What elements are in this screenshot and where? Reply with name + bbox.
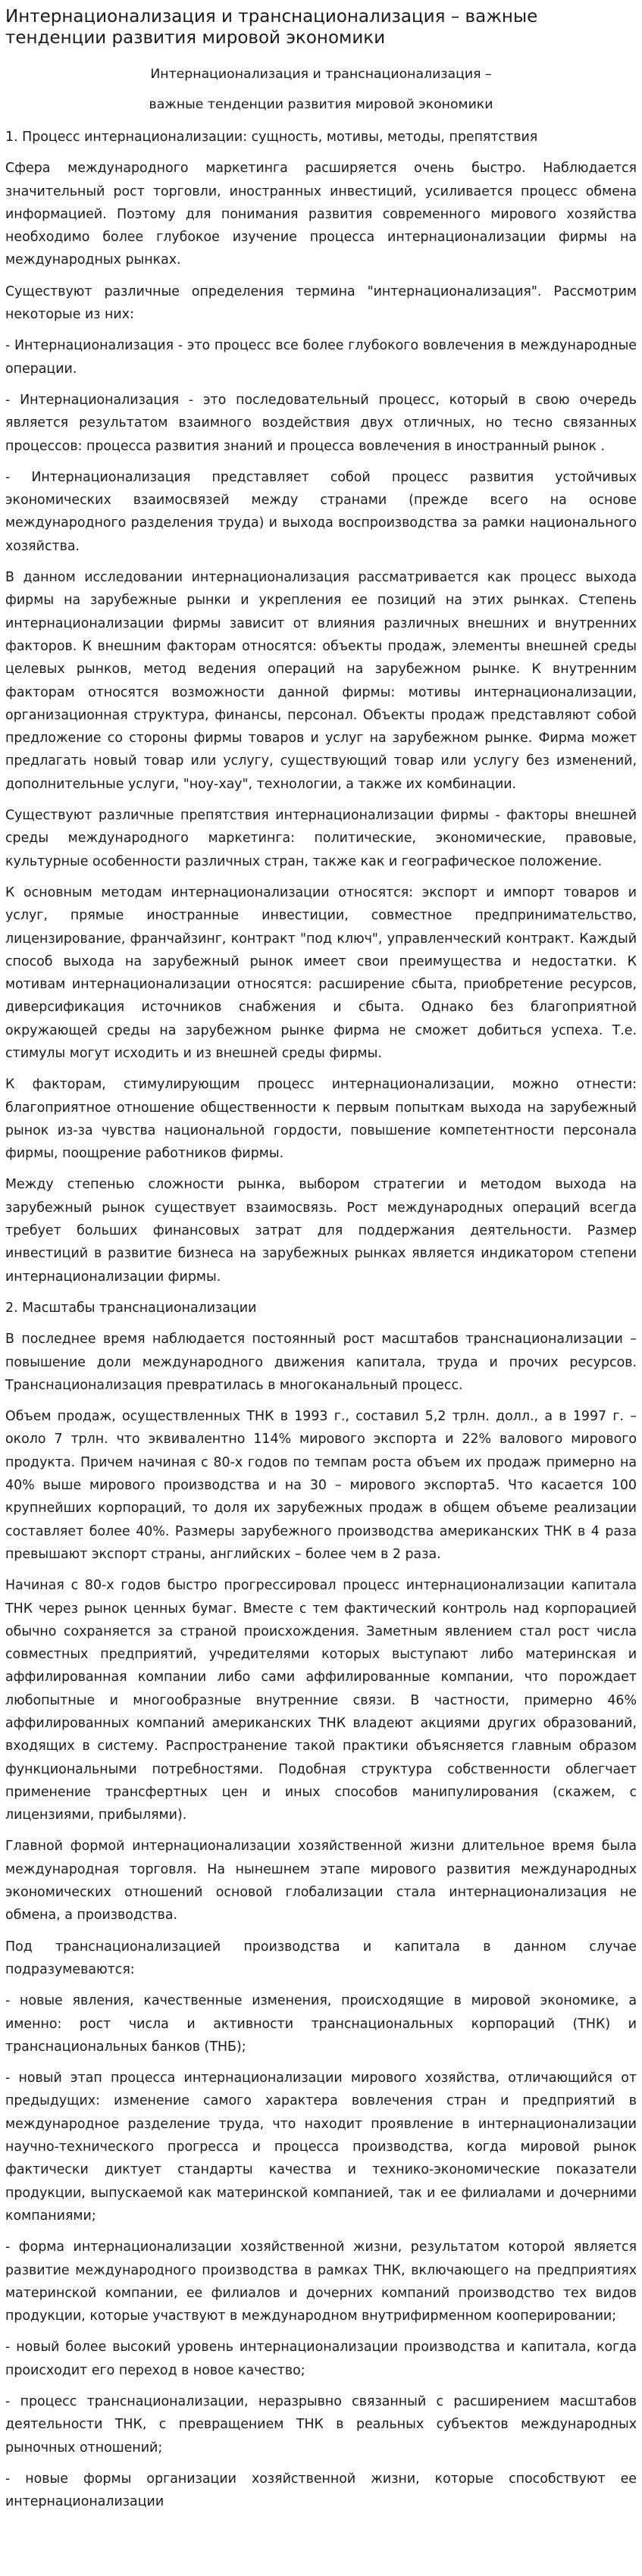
article-body xyxy=(5,126,637,2514)
list-item: - новые явления, качественные изменения, происходящие в мировой экономике, а именно: рост числа и активности транснациональных корпораций (ТНК) и транснациональных банков (ТНБ); xyxy=(5,1993,637,2055)
article-subtitle xyxy=(5,59,637,120)
list-item: - форма интернационализации хозяйственной жизни, результатом которой является развитие международного производства в рамках ТНК, включающего на предприятиях материнской компании, ее филиалов и дочерних компаний производство тех видов продукции, которые участвуют в международном внутрифирменном кооперировании; xyxy=(5,2240,637,2324)
subtitle-line: важные тенденции развития мировой экономики xyxy=(149,97,493,112)
paragraph: Под транснационализацией производства и капитала в данном случае подразумеваются: xyxy=(5,1939,637,1977)
definition-item: - Интернационализация - это процесс все более глубокого вовлечения в международные операции. xyxy=(5,338,637,377)
list-item: - процесс транснационализации, неразрывно связанный с расширением масштабов деятельности ТНК, с превращением ТНК в реальных субъектов международных рыночных отношений; xyxy=(5,2394,637,2455)
section-heading: 1. Процесс интернационализации: сущность, мотивы, методы, препятствия xyxy=(5,130,538,145)
paragraph: Существуют различные препятствия интернационализации фирмы - факторы внешней среды международного маркетинга: политические, экономические, правовые, культурные особенности различных стран, также как и географическое положение. xyxy=(5,808,637,869)
paragraph: К факторам, стимулирующим процесс интернационализации, можно отнести: благоприятное отношение общественности к первым попыткам выхода на зарубежный рынок из-за чувства национальной гордости, повышение компетентности персонала фирмы, поощрение работников фирмы. xyxy=(5,1077,637,1162)
paragraph: Сфера международного маркетинга расширяется очень быстро. Наблюдается значительный рост торговли, иностранных инвестиций, усиливается процесс обмена информацией. Поэтому для понимания развития современного мирового хозяйства необходимо более глубокое изучение процесса интернационализации фирмы на международных рынках. xyxy=(5,161,637,268)
paragraph: Начиная с 80-х годов быстро прогрессировал процесс интернационализации капитала ТНК через рынок ценных бумаг. Вместе с тем фактический контроль над корпорацией обычно сохраняется за страной происхождения. Заметным явлением стал рост числа совместных предприятий, учредителями которых выступают либо материнская и аффилированная компании либо сами аффилированные компании, что порождает любопытные и многообразные внутренние связи. В частности, примерно 46% аффилированных компаний американских ТНК владеют акциями других образований, входящих в систему. Распространение такой практики объясняется главным образом функциональными потребностями. Подобная структура собственности облегчает применение трансфертных цен и иных способов манипулирования (скажем, с лицензиями, прибылями). xyxy=(5,1578,637,1823)
page-title: Интернационализация и транснационализация – важные тенденции развития мировой экономики xyxy=(5,7,538,48)
list-item: - новые формы организации хозяйственной жизни, которые способствуют ее интернационализации xyxy=(5,2471,637,2510)
paragraph: Существуют различные определения термина "интернационализация". Рассмотрим некоторые из них: xyxy=(5,283,637,323)
list-item: - новый более высокий уровень интернационализации производства и капитала, когда происходит его переход в новое качество; xyxy=(5,2340,637,2378)
definition-item: - Интернационализация представляет собой процесс развития устойчивых экономических взаимосвязей между странами (прежде всего на основе международного разделения труда) и выхода воспроизводства за рамки национального хозяйства. xyxy=(5,469,637,554)
subtitle-line: Интернационализация и транснационализация – xyxy=(150,67,492,82)
definition-item: - Интернационализация - это последовательный процесс, который в свою очередь является результатом взаимного воздействия двух отличных, но тесно связанных процессов: процесса развития знаний и процесса вовлечения в иностранный рынок . xyxy=(5,392,637,454)
paragraph: Главной формой интернационализации хозяйственной жизни длительное время была международная торговля. На нынешнем этапе мирового развития международных экономических отношений основой глобализации стала интернационализация не обмена, а производства. xyxy=(5,1839,637,1923)
paragraph: К основным методам интернационализации относятся: экспорт и импорт товаров и услуг, прямые иностранные инвестиции, совместное предпринимательство, лицензирование, франчайзинг, контракт "под ключ", управленческий контракт. Каждый способ выхода на зарубежный рынок имеет свои преимущества и недостатки. К мотивам интернационализации относятся: расширение сбыта, приобретение ресурсов, диверсификация источников снабжения и сбыта. Однако без благоприятной окружающей среды на зарубежном рынке фирма не сможет добиться успеха. Т.е. стимулы могут исходить и из внешней среды фирмы. xyxy=(5,884,637,1061)
paragraph: Между степенью сложности рынка, выбором стратегии и методом выхода на зарубежный рынок существует взаимосвязь. Рост международных операций всегда требует больших финансовых затрат для поддержания деятельности. Размер инвестиций в развитие бизнеса на зарубежных рынках является индикатором степени интернационализации фирмы. xyxy=(5,1177,637,1285)
section-heading: 2. Масштабы транснационализации xyxy=(5,1300,257,1316)
paragraph: Объем продаж, осуществленных ТНК в 1993 г., составил 5,2 трлн. долл., а в 1997 г. – около 7 трлн. что эквивалентно 114% мирового экспорта и 22% валового мирового продукта. Причем начиная с 80-х годов по темпам роста объем их продаж примерно на 40% выше мирового производства и на 30 – мирового экспорта5. Что касается 100 крупнейших корпораций, то доля их зарубежных продаж в общем объеме реализации составляет более 40%. Размеры зарубежного производства американских ТНК в 4 раза превышают экспорт страны, английских – более чем в 2 раза. xyxy=(5,1409,637,1562)
list-item: - новый этап процесса интернационализации мирового хозяйства, отличающийся от предыдущих: изменение самого характера вовлечения стран и предприятий в международное разделение труда, что находит проявление в интернационализации научно-технического прогресса и процесса производства, когда мировой рынок фактически диктует стандарты качества и технико-экономические показатели продукции, выпускаемой как материнской компанией, так и ее филиалами и дочерними компаниями; xyxy=(5,2071,637,2224)
paragraph: В данном исследовании интернационализация рассматривается как процесс выхода фирмы на зарубежные рынки и укрепления ее позиций на этих рынках. Степень интернационализации фирмы зависит от влияния различных внешних и внутренних факторов. К внешним факторам относятся: объекты продаж, элементы внешней среды целевых рынков, метод ведения операций на зарубежном рынке. К внутренним факторам относятся возможности данной фирмы: мотивы интернационализации, организационная структура, финансы, персонал. Объекты продаж представляют собой предложение со стороны фирмы товаров и услуг на зарубежном рынке. Фирма может предлагать новый товар или услугу, существующий товар или услугу без изменений, дополнительные услуги, "ноу-хау", технологии, а также их комбинации. xyxy=(5,570,637,792)
paragraph: В последнее время наблюдается постоянный рост масштабов транснационализации – повышение доли международного движения капитала, труда и прочих ресурсов. Транснационализация превратилась в многоканальный процесс. xyxy=(5,1332,637,1393)
